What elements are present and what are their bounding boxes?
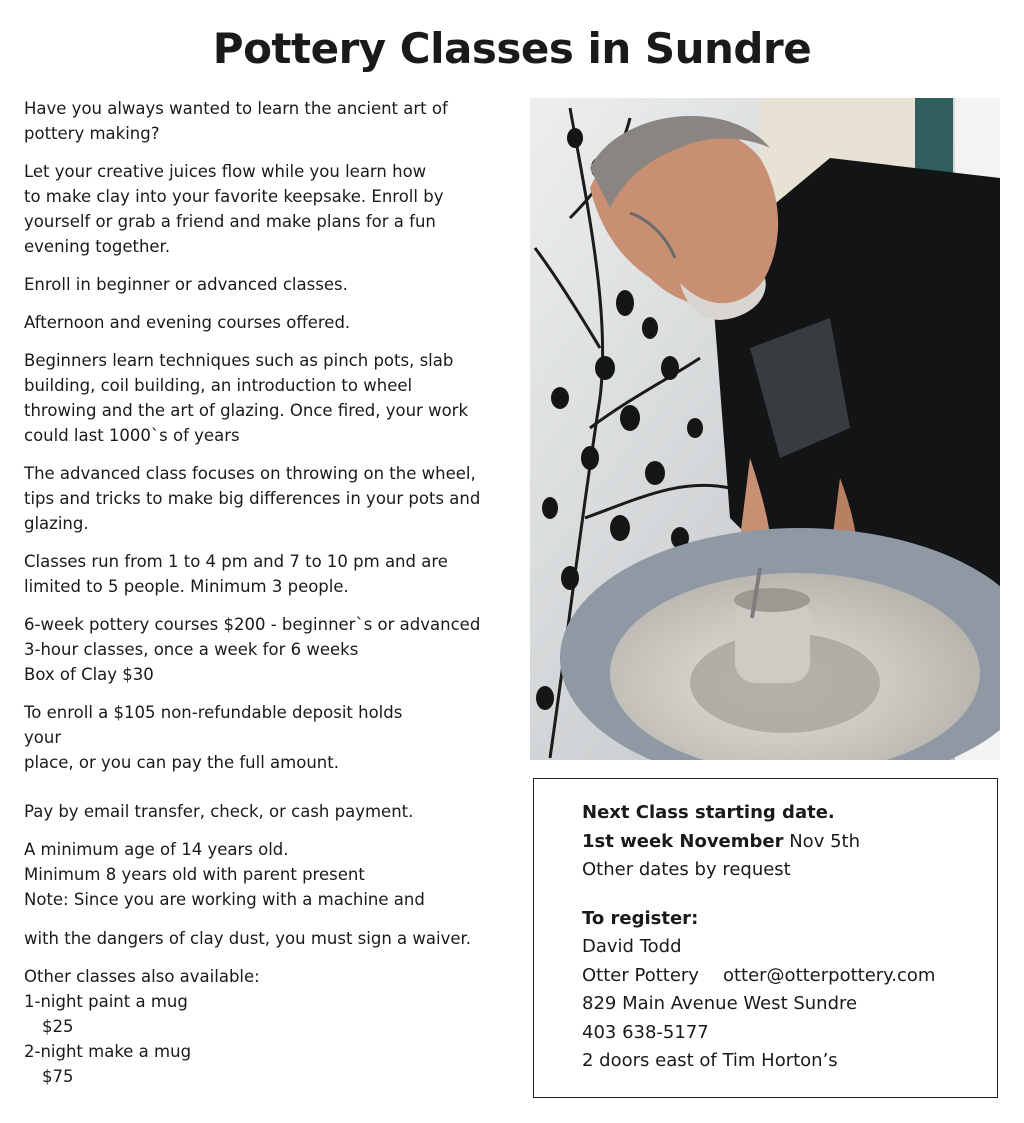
phone-number[interactable]: 403 638-5177 — [582, 1021, 709, 1043]
other-classes-paragraph — [24, 964, 524, 1089]
business-line — [582, 962, 997, 991]
contact-name: David Todd — [582, 936, 682, 957]
payment-paragraph: Pay by email transfer, check, or cash payment. — [24, 802, 414, 821]
business-name: Otter Pottery — [582, 964, 699, 986]
other-classes-heading: Other classes also available: — [24, 967, 260, 986]
next-class-date: 1st week November Nov 5th — [582, 830, 860, 852]
creative-paragraph: Let your creative juices flow while you learn how to make clay into your favorite keepsake. Enroll by yourself or grab a friend and make plans for a fun evening together. — [24, 162, 444, 256]
advanced-paragraph: The advanced class focuses on throwing on the wheel, tips and tricks to make big differences in your pots and glazing. — [24, 464, 481, 533]
beginners-paragraph: Beginners learn techniques such as pinch pots, slab building, coil building, an introduction to wheel throwing and the art of glazing. Once fired, your work could last 1000`s of years — [24, 351, 469, 445]
pricing-paragraph: 6-week pottery courses $200 - beginner`s or advanced 3-hour classes, once a week for 6 weeks Box of Clay $30 — [24, 615, 481, 684]
description-column — [24, 96, 524, 1102]
list-item: 1-night paint a mug $25 — [24, 992, 188, 1036]
deposit-paragraph: To enroll a $105 non-refundable deposit holds your place, or you can pay the full amount. — [24, 703, 403, 772]
next-class-heading: Next Class starting date. — [582, 802, 835, 823]
address: 829 Main Avenue West Sundre — [582, 993, 858, 1014]
schedule-paragraph: Classes run from 1 to 4 pm and 7 to 10 pm and are limited to 5 people. Minimum 3 people. — [24, 552, 448, 596]
levels-paragraph: Enroll in beginner or advanced classes. — [24, 275, 348, 294]
other-dates: Other dates by request — [582, 859, 791, 880]
list-item: 2-night make a mug $75 — [24, 1042, 192, 1086]
email-link[interactable]: otter@otterpottery.com — [722, 964, 936, 986]
times-paragraph: Afternoon and evening courses offered. — [24, 313, 351, 332]
directions: 2 doors east of Tim Horton’s — [582, 1050, 838, 1071]
class-info-box — [533, 778, 998, 1098]
waiver-paragraph: with the dangers of clay dust, you must sign a waiver. — [24, 929, 472, 948]
page-title: Pottery Classes in Sundre — [212, 24, 812, 73]
potter-photo — [530, 98, 1000, 760]
register-heading: To register: — [582, 907, 699, 929]
intro-paragraph: Have you always wanted to learn the ancient art of pottery making? — [24, 99, 448, 143]
age-paragraph: A minimum age of 14 years old. Minimum 8 years old with parent present Note: Since you are working with a machine and — [24, 840, 425, 909]
